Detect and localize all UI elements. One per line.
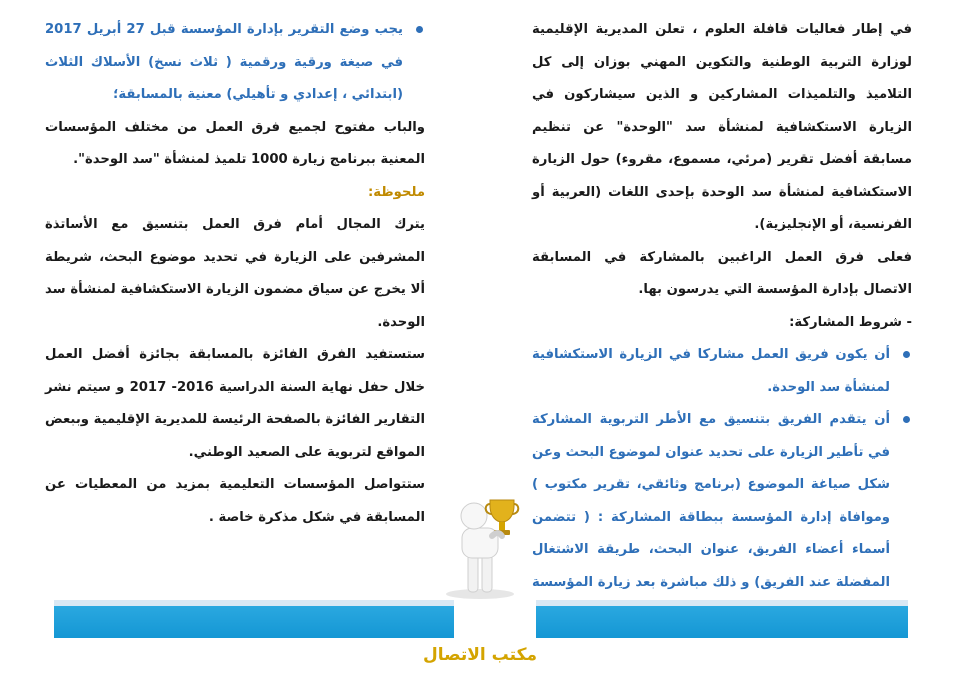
bullet-icon bbox=[903, 416, 910, 423]
list-item bbox=[45, 14, 425, 112]
list-item bbox=[532, 404, 912, 632]
list-item bbox=[532, 339, 912, 404]
bullet-icon bbox=[416, 26, 423, 33]
note-paragraph: يترك المجال أمام فرق العمل بتنسيق مع الأساتذة المشرفين على الزيارة في تحديد موضوع البحث، شريطة ألا يخرج عن سياق مضمون الزيارة الاستكشافية لمنشأة سد الوحدة. bbox=[45, 217, 425, 330]
prize-paragraph: ستستفيد الفرق الفائزة بالمسابقة بجائزة أفضل العمل خلال حفل نهاية السنة الدراسية 2016- 2017 و سيتم نشر التقارير الفائزة بالصفحة الرئيسة للمديرية الإقليمية وببعض المواقع لتربوية على الصعيد الوطني. bbox=[45, 347, 425, 460]
intro-paragraph: في إطار فعاليات قافلة العلوم ، تعلن المديرية الإقليمية لوزارة التربية الوطنية والتكوين المهني بوزان إلى كل التلاميذ والتلميذات المشاركين و الذين سيشاركون في الزيارة الاستكشافية لمنشأة سد "الوحدة" عن تنظيم مسابقة أفضل تقرير (مرئي، مسموع، مقروء) حول الزيارة الاستكشافية لمنشأة سد الوحدة بإحدى اللغات (العربية أو الفرنسية، أو الإنجليزية). bbox=[532, 22, 912, 232]
bullet-icon bbox=[903, 351, 910, 358]
conditions-title: - شروط المشاركة: bbox=[789, 314, 912, 330]
open-participation-paragraph: والباب مفتوح لجميع فرق العمل من مختلف المؤسسات المعنية ببرنامج زيارة 1000 تلميذ لمنشأة "سد الوحدة". bbox=[45, 119, 425, 167]
condition-3: يجب وضع التقرير بإدارة المؤسسة قبل 27 أبريل 2017 في صيغة ورقية ورقمية ( ثلاث نسخ) الأسلاك الثلاث (ابتدائي ، إعدادي و تأهيلي) معنية بالمسابقة؛ bbox=[45, 22, 403, 102]
contact-paragraph: فعلى فرق العمل الراغبين بالمشاركة في المسابقة الاتصال بإدارة المؤسسة التي يدرسون بها. bbox=[532, 249, 912, 297]
left-column bbox=[45, 14, 425, 534]
right-column bbox=[532, 14, 912, 632]
condition-2: أن يتقدم الفريق بتنسيق مع الأطر التربوية المشاركة في تأطير الزيارة على تحديد عنوان لموضوع البحث وعن شكل صياغة الموضوع (برنامج وثائقي، تقرير مكتوب ) وموافاة إدارة المؤسسة ببطاقة المشاركة : ( تتضمن أسماء أعضاء الفريق، عنوان البحث، طريقة الاشتغال المفضلة عند الفريق) و ذلك مباشرة بعد زيارة المؤسسة bbox=[532, 412, 890, 590]
closing-paragraph: ستتواصل المؤسسات التعليمية بمزيد من المعطيات عن المسابقة في شكل مذكرة خاصة . bbox=[45, 477, 425, 525]
note-title: ملحوظة: bbox=[367, 184, 425, 200]
footer-label: مكتب الاتصال bbox=[422, 645, 538, 665]
condition-1: أن يكون فريق العمل مشاركا في الزيارة الاستكشافية لمنشأة سد الوحدة. bbox=[532, 347, 890, 395]
decorative-band-left bbox=[54, 606, 454, 638]
decorative-band-right bbox=[536, 606, 908, 638]
trophy-figure-icon bbox=[430, 490, 530, 600]
